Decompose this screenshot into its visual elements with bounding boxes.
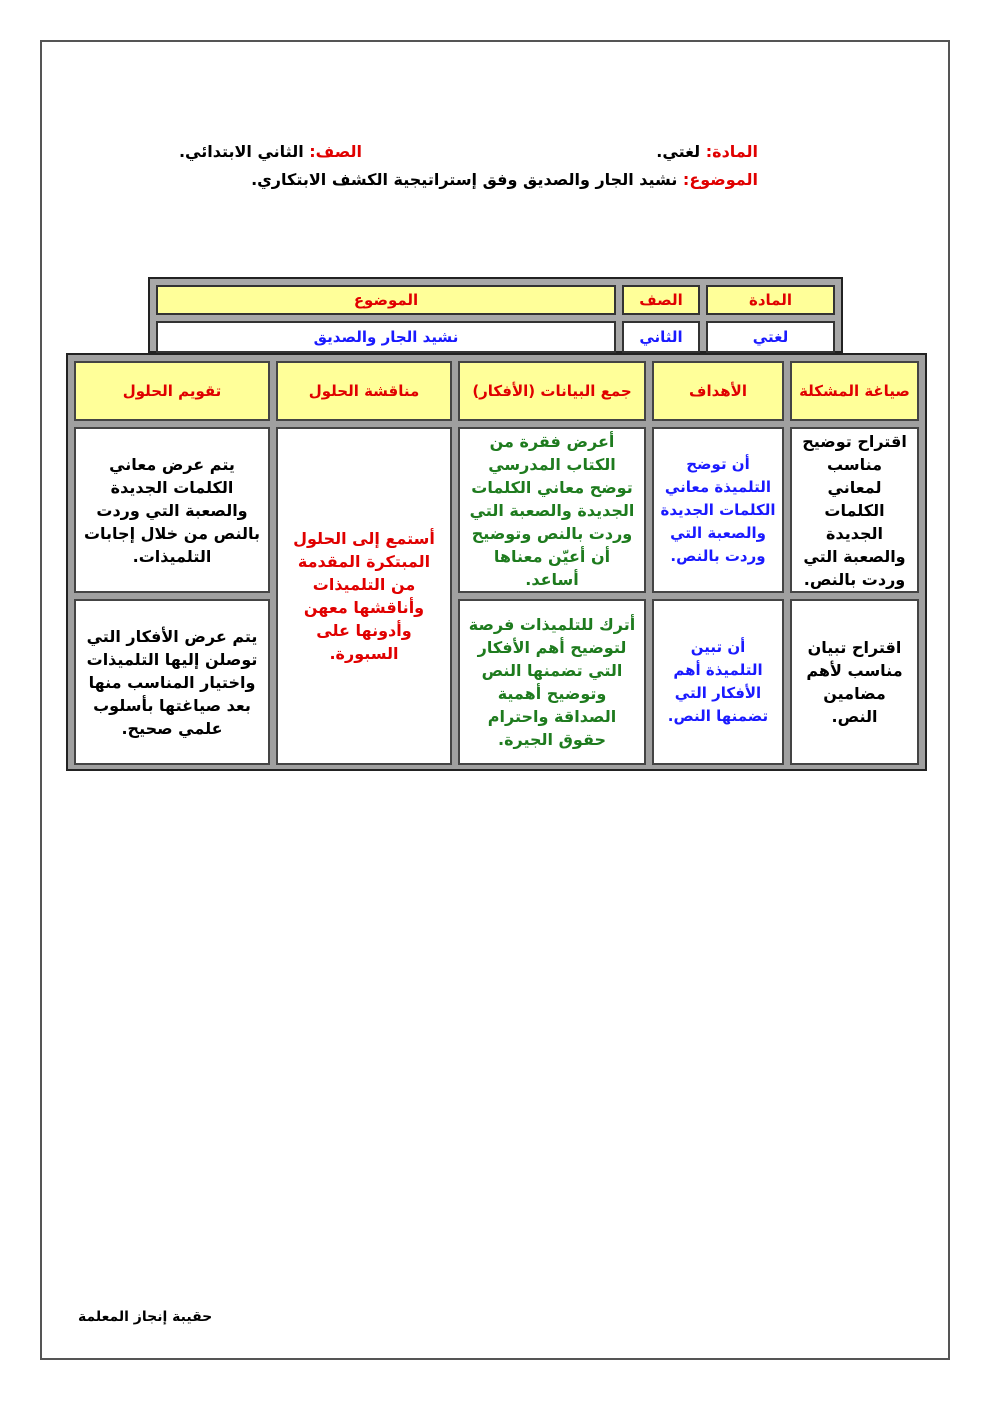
row2-data: أترك للتلميذات فرصة لتوضيح أهم الأفكار التي تضمنها النص وتوضيح أهمية الصداقة واحترام حقوق الجيرة. bbox=[458, 599, 646, 765]
grade-value: الثاني الابتدائي. bbox=[178, 142, 304, 161]
row1-evaluation: يتم عرض معاني الكلمات الجديدة والصعبة التي وردت بالنص من خلال إجابات التلميذات. bbox=[74, 427, 270, 593]
grade-label: الصف: bbox=[309, 142, 362, 161]
row1-objectives: أن توضح التلميذة معاني الكلمات الجديدة والصعبة التي وردت بالنص. bbox=[652, 427, 784, 593]
info-header-grade: الصف bbox=[622, 285, 700, 315]
grade-line bbox=[179, 142, 362, 161]
header-discussion: مناقشة الحلول bbox=[276, 361, 452, 421]
info-table bbox=[148, 277, 843, 353]
info-header-topic: الموضوع bbox=[156, 285, 616, 315]
row2-problem: اقتراح تبيان مناسب لأهم مضامين النص. bbox=[790, 599, 919, 765]
info-value-grade: الثاني bbox=[622, 321, 700, 353]
row1-data: أعرض فقرة من الكتاب المدرسي توضح معاني الكلمات الجديدة والصعبة التي وردت بالنص وتوضيح أن أعيّن معناها أساعد. bbox=[458, 427, 646, 593]
topic-line bbox=[251, 170, 758, 189]
subject-line bbox=[656, 142, 758, 161]
row2-objectives: أن تبين التلميذة أهم الأفكار التي تضمنها النص. bbox=[652, 599, 784, 765]
header-problem: صياغة المشكلة bbox=[790, 361, 919, 421]
info-header-subject: المادة bbox=[706, 285, 835, 315]
header-evaluation: تقويم الحلول bbox=[74, 361, 270, 421]
footer-text: حقيبة إنجاز المعلمة bbox=[78, 1309, 213, 1325]
info-value-topic: نشيد الجار والصديق bbox=[156, 321, 616, 353]
topic-label: الموضوع: bbox=[682, 170, 758, 189]
subject-label: المادة: bbox=[705, 142, 758, 161]
header-objectives: الأهداف bbox=[652, 361, 784, 421]
row2-evaluation: يتم عرض الأفكار التي توصلن إليها التلميذات واختيار المناسب منها بعد صياغتها بأسلوب علمي صحيح. bbox=[74, 599, 270, 765]
topic-value: نشيد الجار والصديق وفق إستراتيجية الكشف الابتكاري. bbox=[251, 170, 678, 189]
info-value-subject: لغتي bbox=[706, 321, 835, 353]
header-data-collection: جمع البيانات (الأفكار) bbox=[458, 361, 646, 421]
subject-value: لغتي. bbox=[656, 142, 701, 161]
strategy-table bbox=[66, 353, 927, 771]
row1-problem: اقتراح توضيح مناسب لمعاني الكلمات الجديدة والصعبة التي وردت بالنص. bbox=[790, 427, 919, 593]
discussion-merged: أستمع إلى الحلول المبتكرة المقدمة من التلميذات وأناقشها معهن وأدونها على السبورة. bbox=[276, 427, 452, 765]
